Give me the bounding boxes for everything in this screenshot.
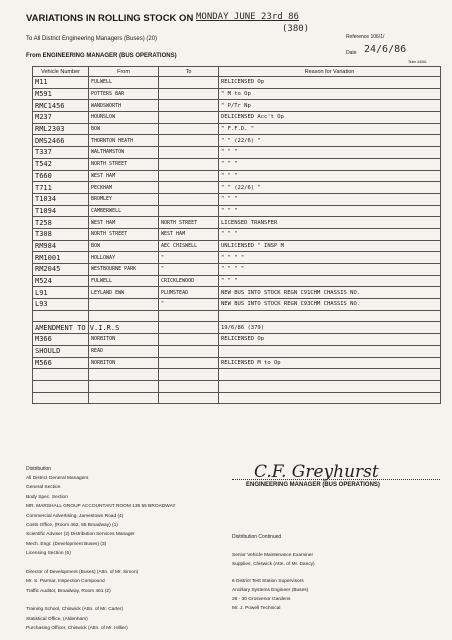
table-cell: " " " — [219, 205, 441, 217]
table-cell — [89, 392, 159, 404]
table-cell: M591 — [33, 88, 89, 100]
table-cell: " — [159, 299, 219, 311]
distribution-item: Senior Vehicle Maintenance Examiner — [232, 553, 314, 558]
table-cell — [159, 123, 219, 135]
table-cell: T258 — [33, 217, 89, 229]
table-cell — [219, 380, 441, 392]
table-cell — [33, 369, 89, 381]
table-cell — [159, 100, 219, 112]
table-cell — [219, 345, 441, 357]
table-cell — [159, 205, 219, 217]
table-cell: WALTHAMSTOW — [89, 147, 159, 159]
table-cell: FULWELL — [89, 275, 159, 287]
handwritten-date: MONDAY JUNE 23rd 86 — [196, 12, 299, 22]
table-cell: " " (22/6) " — [219, 182, 441, 194]
table-cell: CRICKLEWOOD — [159, 275, 219, 287]
table-cell: LEYLAND EWW — [89, 287, 159, 299]
table-cell — [219, 369, 441, 381]
table-cell: M237 — [33, 112, 89, 124]
table-cell: M366 — [33, 334, 89, 346]
table-cell: PLUMSTEAD — [159, 287, 219, 299]
table-cell — [159, 357, 219, 369]
table-cell — [159, 88, 219, 100]
distribution-item: Mr. J. Powell Technical — [232, 605, 281, 611]
distribution-heading: Distribution — [26, 466, 52, 472]
column-header: From — [89, 67, 159, 77]
table-cell: SHOULD — [33, 345, 89, 357]
table-row — [33, 287, 441, 299]
distribution-item — [232, 570, 315, 579]
table-cell: M11 — [33, 77, 89, 89]
table-cell: RM984 — [33, 240, 89, 252]
table-row — [33, 123, 441, 135]
table-cell — [159, 334, 219, 346]
column-header: Vehicle Number — [33, 67, 89, 77]
table-cell — [89, 299, 159, 311]
table-cell: T1034 — [33, 193, 89, 205]
table-cell: HOLLOWAY — [89, 252, 159, 264]
distribution-item: Commercial Advertising, Jamestown Road (4) — [26, 513, 124, 519]
table-cell: T1094 — [33, 205, 89, 217]
table-cell: " " " — [219, 170, 441, 182]
table-cell: RM1001 — [33, 252, 89, 264]
table-cell: 19/6/86 (379) — [219, 322, 441, 334]
table-cell: HOUNSLOW — [89, 112, 159, 124]
table-row — [33, 252, 441, 264]
table-cell: BROMLEY — [89, 193, 159, 205]
table-row — [33, 147, 441, 159]
table-cell: " " " " — [219, 252, 441, 264]
distribution-item: Licensing Section (5) — [26, 551, 71, 557]
table-header-row — [33, 67, 441, 77]
table-cell: L93 — [33, 299, 89, 311]
table-row — [33, 345, 441, 357]
table-cell: DMS2466 — [33, 135, 89, 147]
table-row — [33, 182, 441, 194]
table-cell: " " " — [219, 193, 441, 205]
table-cell: L91 — [33, 287, 89, 299]
table-row — [33, 240, 441, 252]
table-cell: READ — [89, 345, 159, 357]
distribution-item: Director of Development (Buses) (Attn. of Mr. Simon) — [26, 569, 139, 575]
distribution-continued-list — [232, 552, 315, 614]
table-cell: " F.F.D. " — [219, 123, 441, 135]
column-header: To — [159, 67, 219, 77]
telex-note: Telex 44061 — [408, 60, 427, 64]
table-cell — [159, 147, 219, 159]
table-cell: WEST HAM — [159, 228, 219, 240]
table-row — [33, 158, 441, 170]
table-cell: T542 — [33, 158, 89, 170]
table-cell: NORTH STREET — [89, 158, 159, 170]
table-cell: M524 — [33, 275, 89, 287]
table-cell: " M to Op — [219, 88, 441, 100]
table-cell: NORTH STREET — [159, 217, 219, 229]
distribution-list — [26, 474, 176, 634]
distribution-item: General Section — [26, 485, 61, 491]
table-cell: " — [159, 264, 219, 276]
rolling-stock-table — [32, 66, 441, 404]
table-cell: THORNTON HEATH — [89, 135, 159, 147]
distribution-item: Traffic Auditor, Broadway, Room 461 (2) — [26, 588, 111, 594]
table-cell: UNLICENSED " INSP M — [219, 240, 441, 252]
table-cell: WANDSWORTH — [89, 100, 159, 112]
distribution-item: Purchasing Officer, Chiswick (Attn. of Mr. Hillier) — [26, 626, 128, 632]
table-row — [33, 217, 441, 229]
table-row — [33, 275, 441, 287]
distribution-item: Body Spec. Section — [26, 494, 68, 500]
table-row — [33, 357, 441, 369]
table-cell — [159, 135, 219, 147]
table-row — [33, 322, 441, 334]
signature-line — [232, 479, 440, 480]
table-cell: " " (22/6) " — [219, 135, 441, 147]
table-cell — [159, 158, 219, 170]
table-cell: NEW BUS INTO STOCK REGN C91CHM CHASSIS NO. — [219, 287, 441, 299]
table-cell: AMENDMENT TO V.I.R.S — [33, 322, 89, 334]
table-cell: RELICENSED Op — [219, 334, 441, 346]
table-cell: NORTH STREET — [89, 228, 159, 240]
table-cell: FULWELL — [89, 77, 159, 89]
table-cell — [89, 380, 159, 392]
table-row — [33, 369, 441, 381]
table-cell — [89, 310, 159, 322]
table-cell — [219, 392, 441, 404]
distribution-item: Costs Office, (Room 462, 55 Broadway) (1) — [26, 522, 118, 528]
table-row — [33, 392, 441, 404]
table-row — [33, 193, 441, 205]
table-cell — [89, 369, 159, 381]
table-body — [33, 77, 441, 404]
table-cell: RMC1456 — [33, 100, 89, 112]
distribution-item: 6 District Test Station Supervisors — [232, 579, 304, 585]
signatory-title: ENGINEERING MANAGER (BUS OPERATIONS) — [246, 482, 380, 488]
table-row — [33, 135, 441, 147]
date-value: 24/6/86 — [364, 44, 407, 55]
table-cell — [159, 322, 219, 334]
date-label: Date — [346, 50, 357, 56]
table-cell — [159, 310, 219, 322]
table-cell: DELICENSED Acc't Op — [219, 112, 441, 124]
table-cell — [159, 369, 219, 381]
table-row — [33, 299, 441, 311]
handwritten-reference: (380) — [282, 24, 310, 34]
distribution-item: MR. MARSHALL GROUP ACCOUNTANT ROOM 135 55 BROADWAY — [26, 504, 176, 510]
table-row — [33, 205, 441, 217]
table-row — [33, 77, 441, 89]
form-title: VARIATIONS IN ROLLING STOCK ON — [26, 13, 194, 24]
table-cell: RM2045 — [33, 264, 89, 276]
table-row — [33, 264, 441, 276]
table-cell: " " " — [219, 158, 441, 170]
distribution-item: All District General Managers — [26, 476, 89, 481]
table-cell: LICENSED TRANSFER — [219, 217, 441, 229]
distribution-item: Ancillary Systems Engineer (Buses) — [232, 588, 309, 594]
table-cell: AEC CHISWELL — [159, 240, 219, 252]
table-cell: WEST HAM — [89, 217, 159, 229]
table-cell: " — [159, 252, 219, 264]
distribution-item: 28 - 30 Grosvenor Gardens — [232, 596, 291, 602]
table-cell — [159, 392, 219, 404]
table-cell: " " " — [219, 147, 441, 159]
table-cell — [159, 182, 219, 194]
table-row — [33, 334, 441, 346]
table-row — [33, 310, 441, 322]
table-cell — [219, 310, 441, 322]
table-row — [33, 88, 441, 100]
table-cell — [159, 170, 219, 182]
table-row — [33, 228, 441, 240]
table-cell: POTTERS BAR — [89, 88, 159, 100]
table-cell — [159, 345, 219, 357]
table-cell: RELICENSED M to Op — [219, 357, 441, 369]
table-cell: NORBITON — [89, 357, 159, 369]
signature: C.F. Greyhurst — [254, 462, 379, 482]
distribution-item — [26, 596, 176, 605]
table-cell — [159, 112, 219, 124]
distribution-item: Statistical Office, (Aldenham) — [26, 616, 88, 622]
distribution-item: Training School, Chiswick (Attn. of Mr. Carter) — [26, 607, 124, 613]
table-cell: NEW BUS INTO STOCK REGN C93CHM CHASSIS NO. — [219, 299, 441, 311]
column-header: Reason for Variation — [219, 67, 441, 77]
distribution-item — [26, 559, 176, 568]
table-cell: " " " — [219, 228, 441, 240]
distribution-item: Mr. S. Parmar, Inspection Compound — [26, 579, 105, 585]
table-cell — [159, 380, 219, 392]
table-cell — [33, 392, 89, 404]
distribution-item: Scientific Adviser (2) Distribution Services Manager — [26, 532, 135, 538]
table-cell: WESTBOURNE PARK — [89, 264, 159, 276]
to-line: To All District Engineering Managers (Buses) (20) — [26, 36, 158, 42]
table-cell: BOW — [89, 240, 159, 252]
table-cell: BOW — [89, 123, 159, 135]
table-cell: T308 — [33, 228, 89, 240]
table-cell: T660 — [33, 170, 89, 182]
table-cell — [33, 380, 89, 392]
table-cell: T337 — [33, 147, 89, 159]
reference-label: Reference 106/1/ — [346, 34, 385, 40]
table-row — [33, 170, 441, 182]
table-row — [33, 112, 441, 124]
table-cell: " P/Tr Np — [219, 100, 441, 112]
table-cell: M566 — [33, 357, 89, 369]
table-cell — [33, 310, 89, 322]
table-cell: WEST HAM — [89, 170, 159, 182]
table-cell: RELICENSED Op — [219, 77, 441, 89]
table-cell: CAMBERWELL — [89, 205, 159, 217]
distribution-item: Supplies, Chiswick (Attn. of Mr. Dancy) — [232, 561, 315, 567]
distribution-item: Mech. Engr. (Development Buses) (3) — [26, 541, 107, 547]
table-cell — [159, 193, 219, 205]
table-cell: " " " — [219, 275, 441, 287]
table-cell: PECKHAM — [89, 182, 159, 194]
from-line: From ENGINEERING MANAGER (BUS OPERATIONS) — [26, 53, 177, 59]
table-cell: T711 — [33, 182, 89, 194]
table-cell: RML2303 — [33, 123, 89, 135]
table-cell: NORBITON — [89, 334, 159, 346]
table-row — [33, 100, 441, 112]
distribution-continued-heading: Distribution Continued — [232, 534, 282, 540]
table-row — [33, 380, 441, 392]
table-cell — [159, 77, 219, 89]
table-cell: " " " " — [219, 264, 441, 276]
